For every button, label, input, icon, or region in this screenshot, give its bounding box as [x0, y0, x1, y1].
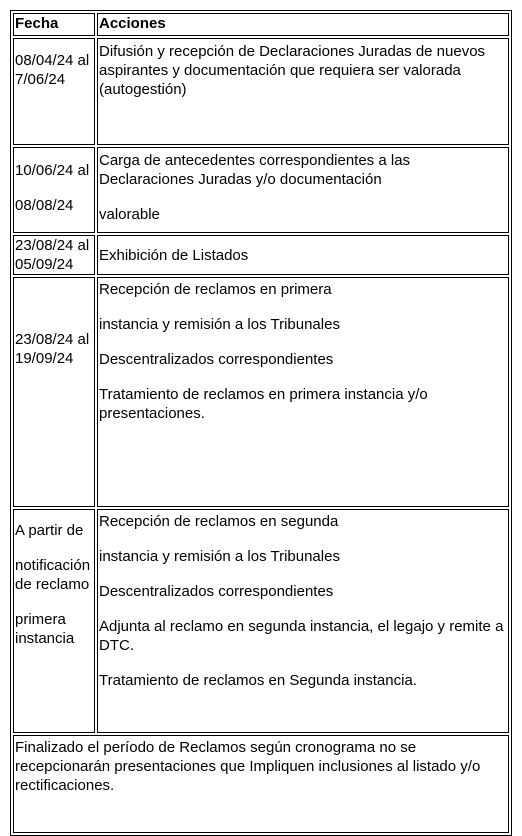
fecha-cell: [13, 38, 95, 145]
accion-text: Descentralizados correspondientes: [99, 351, 334, 368]
accion-text: Adjunta al reclamo en segunda instancia, el legajo y remite a DTC.: [99, 618, 504, 654]
accion-text: Exhibición de Listados: [99, 246, 249, 264]
footer-note: [13, 735, 509, 833]
accion-text: Difusión y recepción de Declaraciones Juradas de nuevos aspirantes y documentación que requiera ser valorada (autogestión): [99, 43, 486, 98]
fecha-line: 23/08/24 al: [15, 237, 90, 254]
fecha-line: 19/09/24: [15, 350, 74, 367]
header-acciones: Acciones: [97, 13, 509, 36]
fecha-cell: [13, 235, 95, 275]
acciones-cell: [97, 38, 509, 145]
accion-text: Tratamiento de reclamos en Segunda instancia.: [99, 672, 417, 689]
fecha-line: 08/04/24 al: [15, 52, 90, 69]
fecha-cell: [13, 509, 95, 733]
table-row: [13, 509, 509, 733]
accion-text: Descentralizados correspondientes: [99, 583, 334, 600]
table-row: [13, 38, 509, 145]
acciones-cell: [97, 277, 509, 507]
fecha-line: 7/06/24: [15, 71, 66, 88]
fecha-line: A partir de: [15, 522, 84, 539]
accion-text: instancia y remisión a los Tribunales: [99, 316, 340, 333]
fecha-line: 08/08/24: [15, 197, 74, 214]
fecha-line: primera: [15, 611, 66, 628]
acciones-cell: [97, 509, 509, 733]
accion-text: Carga de antecedentes correspondientes a las Declaraciones Juradas y/o documentación: [99, 152, 411, 188]
accion-text: instancia y remisión a los Tribunales: [99, 548, 340, 565]
accion-text: Tratamiento de reclamos en primera instancia y/o presentaciones.: [99, 386, 428, 422]
footer-row: [13, 735, 509, 833]
fecha-line: 05/09/24: [15, 256, 74, 273]
table-row: [13, 147, 509, 233]
accion-text: valorable: [99, 206, 160, 223]
fecha-cell: [13, 147, 95, 233]
acciones-cell: [97, 147, 509, 233]
schedule-table: [10, 10, 512, 836]
table-row: [13, 277, 509, 507]
accion-text: Recepción de reclamos en segunda: [99, 513, 339, 530]
fecha-line: notificación: [15, 557, 91, 574]
fecha-cell: [13, 277, 95, 507]
fecha-line: instancia: [15, 630, 75, 647]
footer-text: Finalizado el período de Reclamos según cronograma no se recepcionarán presentaciones que Impliquen inclusiones al listado y/o rectificaciones.: [15, 739, 481, 794]
header-row: [13, 13, 509, 36]
fecha-line: 23/08/24 al: [15, 331, 90, 348]
table-row: [13, 235, 509, 275]
fecha-line: 10/06/24 al: [15, 162, 90, 179]
acciones-cell: [97, 235, 509, 275]
accion-text: Recepción de reclamos en primera: [99, 281, 332, 298]
fecha-line: de reclamo: [15, 576, 90, 593]
header-fecha: Fecha: [13, 13, 95, 36]
